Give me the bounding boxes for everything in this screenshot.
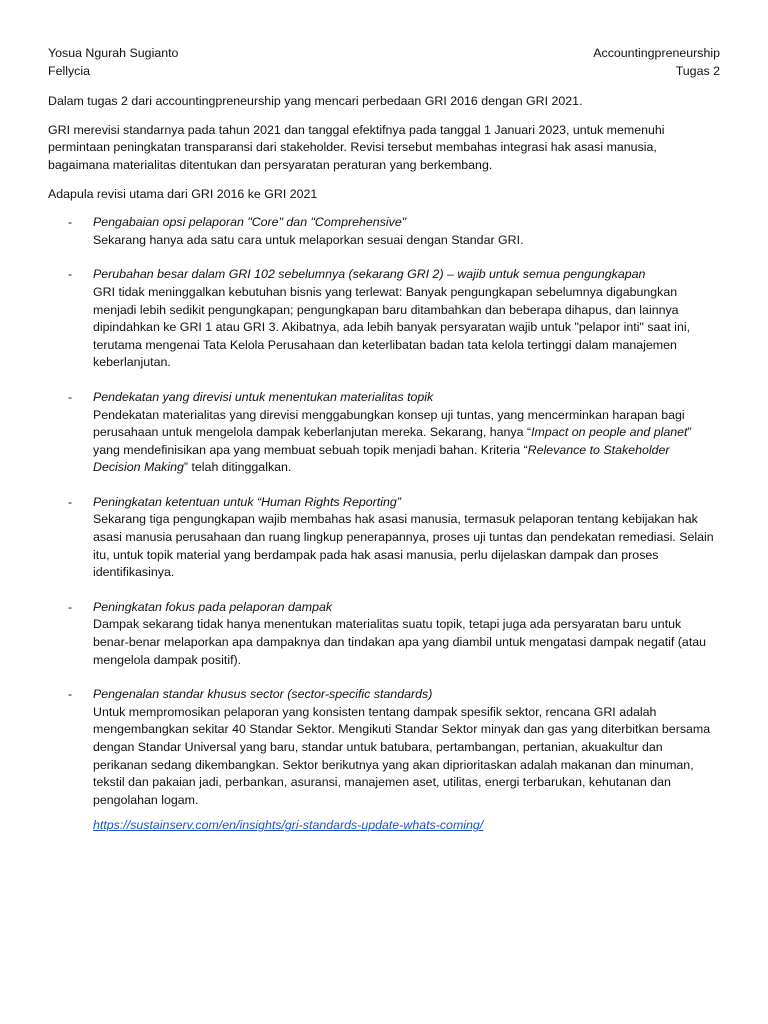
list-item-title: Perubahan besar dalam GRI 102 sebelumnya (sekarang GRI 2) – wajib untuk semua pengungkapan — [93, 267, 646, 282]
list-dash: - — [68, 267, 73, 282]
list-intro: Adapula revisi utama dari GRI 2016 ke GRI 2021 — [48, 186, 318, 201]
intro-paragraph: Dalam tugas 2 dari accountingpreneurship yang mencari perbedaan GRI 2016 dengan GRI 2021. — [48, 94, 583, 109]
source-link[interactable]: https://sustainserv.com/en/insights/gri-standards-update-whats-coming/ — [93, 818, 484, 833]
header-row-1 — [48, 45, 720, 63]
header-row-2 — [48, 63, 720, 81]
revision-paragraph: GRI merevisi standarnya pada tahun 2021 dan tanggal efektifnya pada tanggal 1 Januari 2023, untuk memenuhi permintaan peningkatan transparansi dari stakeholder. Revisi tersebut membahas integrasi hak asasi manusia, bagaimana materialitas ditentukan dan persyaratan peraturan yang berkembang. — [48, 122, 665, 172]
list-dash: - — [68, 389, 73, 404]
body-text: ” telah ditinggalkan. — [183, 460, 292, 475]
list-dash: - — [68, 494, 73, 509]
body-emphasis: Impact on people and planet — [531, 425, 688, 440]
list-item — [48, 599, 720, 669]
list-dash: - — [68, 215, 73, 230]
body-text: Pendekatan materialitas yang direvisi menggabungkan konsep uji tuntas, yang mencerminkan harapan bagi perusahaan untuk mengelola dampak keberlanjutan mereka. Sekarang, hanya “ — [93, 407, 685, 440]
assignment-label: Tugas 2 — [675, 63, 720, 78]
list-dash: - — [68, 599, 73, 614]
list-item — [48, 686, 720, 809]
list-item-body: Sekarang tiga pengungkapan wajib membahas hak asasi manusia, termasuk pelaporan tentang kebijakan hak asasi manusia perusahaan dan ruang lingkup penerapannya, proses uji tuntas dan pendekatan remediasi. Selain itu, untuk topik material yang berdampak pada hak asasi manusia, perlu dijelaskan dampak dan proses identifikasinya. — [93, 512, 714, 580]
list-item-body: Untuk mempromosikan pelaporan yang konsisten tentang dampak spesifik sektor, rencana GRI adalah mengembangkan sekitar 40 Standar Sektor. Mengikuti Standar Sektor minyak dan gas yang diterbitkan bersama dengan Standar Universal yang baru, standar untuk batubara, pertambangan, pertanian, akuakultur dan perikanan sedang dikembangkan. Sektor berikutnya yang akan diprioritaskan adalah makanan dan minuman, tekstil dan pakaian jadi, perbankan, asuransi, manajemen aset, utilitas, energi terbarukan, kehutanan dan pengolahan logam. — [93, 704, 711, 807]
list-item — [48, 494, 720, 582]
list-item-title: Peningkatan ketentuan untuk “Human Rights Reporting” — [93, 494, 401, 509]
list-item-body: Sekarang hanya ada satu cara untuk melaporkan sesuai dengan Standar GRI. — [93, 232, 524, 247]
list-item-body: GRI tidak meninggalkan kebutuhan bisnis yang terlewat: Banyak pengungkapan sebelumnya digabungkan menjadi lebih sedikit pengungkapan; pengungkapan baru ditambahkan dan beberapa dihapus, dan lainnya dipindahkan ke GRI 1 atau GRI 3. Akibatnya, ada lebih banyak persyaratan wajib untuk "pelapor inti" saat ini, terutama mengenai Tata Kelola Perusahaan dan keterlibatan badan tata kelola tertinggi dalam manajemen keberlanjutan. — [93, 284, 691, 370]
list-item-body: Dampak sekarang tidak hanya menentukan materialitas suatu topik, tetapi juga ada persyaratan baru untuk benar-benar melaporkan apa dampaknya dan tindakan apa yang diambil untuk mengatasi dampak negatif (atau mengelola dampak positif). — [93, 617, 707, 667]
list-item-title: Peningkatan fokus pada pelaporan dampak — [93, 599, 333, 614]
list-item-title: Pengabaian opsi pelaporan "Core" dan "Comprehensive" — [93, 215, 407, 230]
list-item — [48, 389, 720, 477]
list-dash: - — [68, 687, 73, 702]
document-page — [48, 45, 720, 835]
coauthor-name: Fellycia — [48, 63, 90, 78]
course-name: Accountingpreneurship — [593, 46, 720, 60]
list-item — [48, 266, 720, 372]
list-item-title: Pengenalan standar khusus sector (sector-specific standards) — [93, 687, 433, 702]
author-name: Yosua Ngurah Sugianto — [48, 46, 179, 60]
list-item-body — [93, 407, 720, 477]
revision-list — [48, 214, 720, 809]
list-item-title: Pendekatan yang direvisi untuk menentukan materialitas topik — [93, 389, 434, 404]
body-emphasis: Relevance to Stakeholder Decision Making — [93, 442, 670, 475]
list-item — [48, 214, 720, 249]
body-text: ” yang mendefinisikan apa yang membuat sebuah topik menjadi bahan. Kriteria “ — [93, 425, 692, 457]
